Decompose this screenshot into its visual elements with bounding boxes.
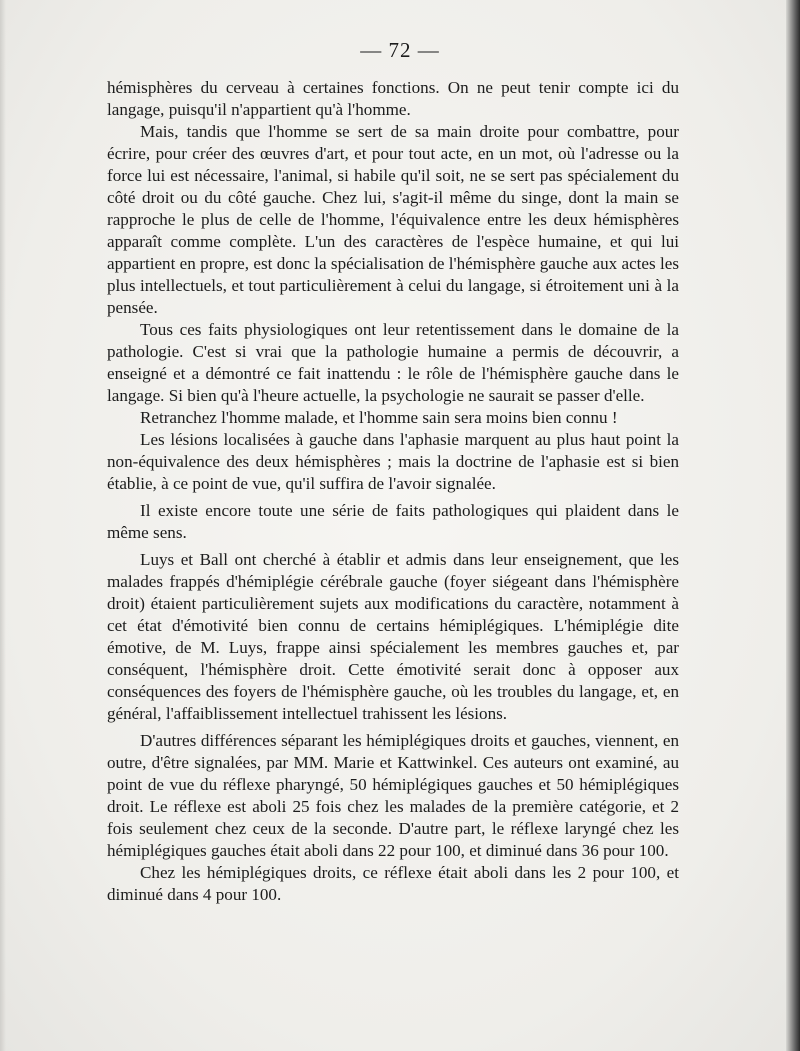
page-right-edge-shadow [786, 0, 800, 1051]
paragraph-7: Luys et Ball ont cherché à établir et admis dans leur enseignement, que les malades frappés d'hémiplégie cérébrale gauche (foyer siégeant dans l'hémisphère droit) étaient particulièrement sujets aux modifications du caractère, notamment à cet état d'émotivité bien connu de certains hémiplégiques. L'hémiplégie dite émotive, de M. Luys, frappe ainsi spécialement les membres gauches et, par conséquent, l'hémisphère droit. Cette émotivité serait donc à opposer aux conséquences des foyers de l'hémisphère gauche, où les troubles du langage, et, en général, l'affaiblissement intellectuel trahissent les lésions. [107, 550, 679, 723]
paragraph-2: Mais, tandis que l'homme se sert de sa main droite pour combattre, pour écrire, pour créer des œuvres d'art, et pour tout acte, en un mot, où l'adresse ou la force lui est nécessaire, l'animal, si habile qu'il soit, ne se sert pas spécialement du côté droit ou du côté gauche. Chez lui, s'agit-il même du singe, dont la main se rapproche le plus de celle de l'homme, l'équivalence entre les deux hémisphères apparaît comme complète. L'un des caractères de l'espèce humaine, et qui lui appartient en propre, est donc la spécialisation de l'hémisphère gauche aux actes les plus intellectuels, et tout particulièrement à celui du langage, si étroitement uni à la pensée. [107, 122, 679, 317]
paragraph-8: D'autres différences séparant les hémiplégiques droits et gauches, viennent, en outre, d'être signalées, par MM. Marie et Kattwinkel. Ces auteurs ont examiné, au point de vue du réflexe pharyngé, 50 hémiplégiques gauches et 50 hémiplégiques droit. Le réflexe est aboli 25 fois chez les malades de la première catégorie, et 2 fois seulement chez ceux de la seconde. D'autre part, le réflexe laryngé chez les hémiplégiques gauches était aboli dans 22 pour 100, et diminué dans 36 pour 100. [107, 731, 679, 860]
body-text [107, 77, 679, 906]
page-left-edge [0, 0, 6, 1051]
paragraph-3: Tous ces faits physiologiques ont leur retentissement dans le domaine de la pathologie. C'est si vrai que la pathologie humaine a permis de découvrir, a enseigné et a démontré ce fait inattendu : le rôle de l'hémisphère gauche dans le langage. Si bien qu'à l'heure actuelle, la psychologie ne saurait se passer d'elle. [107, 320, 679, 405]
page-number: — 72 — [360, 38, 440, 62]
paragraph-5: Les lésions localisées à gauche dans l'aphasie marquent au plus haut point la non-équivalence des deux hémisphères ; mais la doctrine de l'aphasie est si bien établie, à ce point de vue, qu'il suffira de l'avoir signalée. [107, 430, 679, 493]
paragraph-1: hémisphères du cerveau à certaines fonctions. On ne peut tenir compte ici du langage, puisqu'il n'appartient qu'à l'homme. [107, 78, 679, 119]
paragraph-4: Retranchez l'homme malade, et l'homme sain sera moins bien connu ! [140, 408, 618, 427]
paragraph-6: Il existe encore toute une série de faits pathologiques qui plaident dans le même sens. [107, 501, 679, 542]
paragraph-9: Chez les hémiplégiques droits, ce réflexe était aboli dans les 2 pour 100, et diminué dans 4 pour 100. [107, 863, 679, 904]
